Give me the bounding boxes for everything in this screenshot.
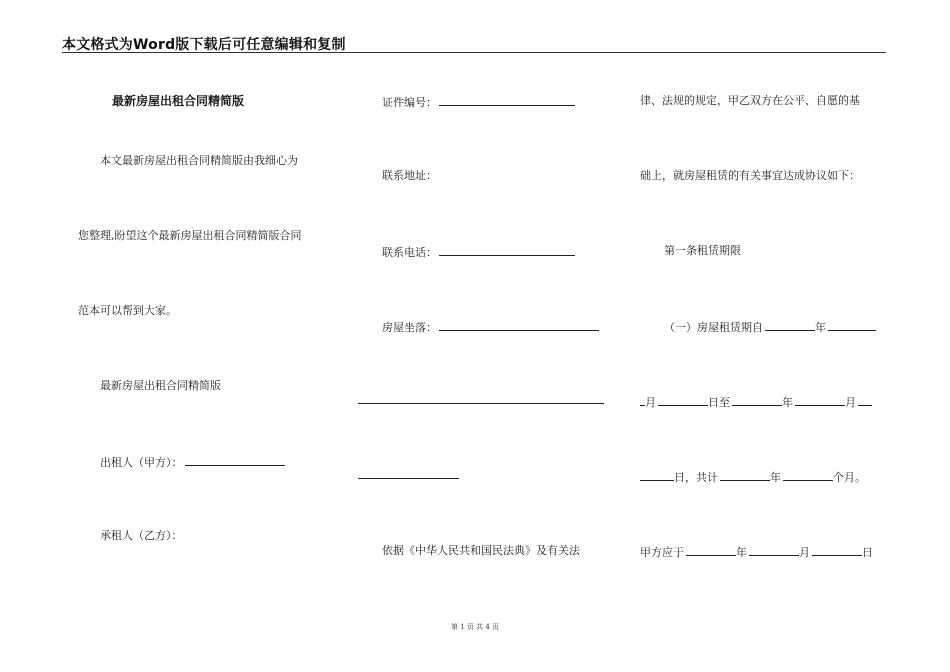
end-day-blank (858, 394, 872, 406)
day-total-text: 日，共计 (674, 471, 718, 484)
document-title: 最新房屋出租合同精简版 (112, 94, 245, 108)
intro-line-3: 范本可以帮到大家。 (78, 304, 177, 317)
payment-label: 甲方应于 (640, 546, 684, 559)
start-year-blank (765, 319, 815, 331)
download-banner: 本文格式为Word版下载后可任意编辑和复制 (62, 37, 346, 53)
id-number-row (382, 94, 575, 110)
clause-line-1: 律、法规的规定，甲乙双方在公平、自愿的基 (640, 94, 860, 107)
header-divider (62, 52, 886, 53)
year-unit-4: 年 (736, 546, 747, 559)
property-location-label: 房屋坐落： (382, 321, 437, 334)
id-number-label: 证件编号： (382, 96, 437, 109)
property-location-blank (439, 319, 599, 331)
end-month-blank (795, 394, 845, 406)
lease-term-label: （一）房屋租赁期自 (664, 321, 763, 334)
lessor-blank (185, 454, 285, 466)
location-continuation-line-2 (358, 478, 459, 479)
intro-line-1: 本文最新房屋出租合同精简版由我细心为 (100, 154, 298, 167)
article-1-heading: 第一条租赁期限 (664, 244, 741, 257)
year-unit-3: 年 (770, 471, 781, 484)
start-month-blank (828, 319, 876, 331)
total-months-blank (783, 469, 833, 481)
contact-phone-row (382, 244, 575, 260)
pay-day-blank (812, 544, 862, 556)
contact-phone-label: 联系电话： (382, 246, 437, 259)
year-unit: 年 (815, 321, 826, 334)
lessee-label: 承租人（乙方）： (100, 529, 183, 542)
payment-row (640, 544, 873, 560)
page-number: 第 1 页 共 4 页 (450, 623, 500, 631)
location-continuation-line (358, 403, 604, 404)
total-years-blank (720, 469, 770, 481)
pay-year-blank (686, 544, 736, 556)
lessor-label (100, 454, 285, 470)
end-year-blank (732, 394, 782, 406)
pay-month-blank (749, 544, 799, 556)
id-number-blank (439, 94, 575, 106)
lease-date-row (640, 394, 872, 410)
day-unit: 日 (862, 546, 873, 559)
contact-address-label: 联系地址： (382, 169, 437, 182)
lease-term-row (664, 319, 876, 335)
legal-basis-line: 依据《中华人民共和国民法典》及有关法 (382, 544, 580, 557)
day-to-text: 日至 (708, 396, 730, 409)
contract-subtitle: 最新房屋出租合同精简版 (100, 379, 221, 392)
months-unit: 个月。 (833, 471, 866, 484)
lessor-label-text: 出租人（甲方）： (100, 456, 183, 469)
end-day-blank-2 (640, 469, 674, 481)
clause-line-2: 础上，就房屋租赁的有关事宜达成协议如下： (640, 169, 860, 182)
property-location-row (382, 319, 599, 335)
month-unit-2: 月 (845, 396, 856, 409)
intro-line-2: 您整理,盼望这个最新房屋出租合同精简版合同 (78, 229, 302, 242)
start-day-blank (658, 394, 708, 406)
month-unit: 月 (645, 396, 656, 409)
contact-phone-blank (439, 244, 575, 256)
lease-total-row (640, 469, 866, 485)
year-unit-2: 年 (782, 396, 793, 409)
month-unit-3: 月 (799, 546, 810, 559)
